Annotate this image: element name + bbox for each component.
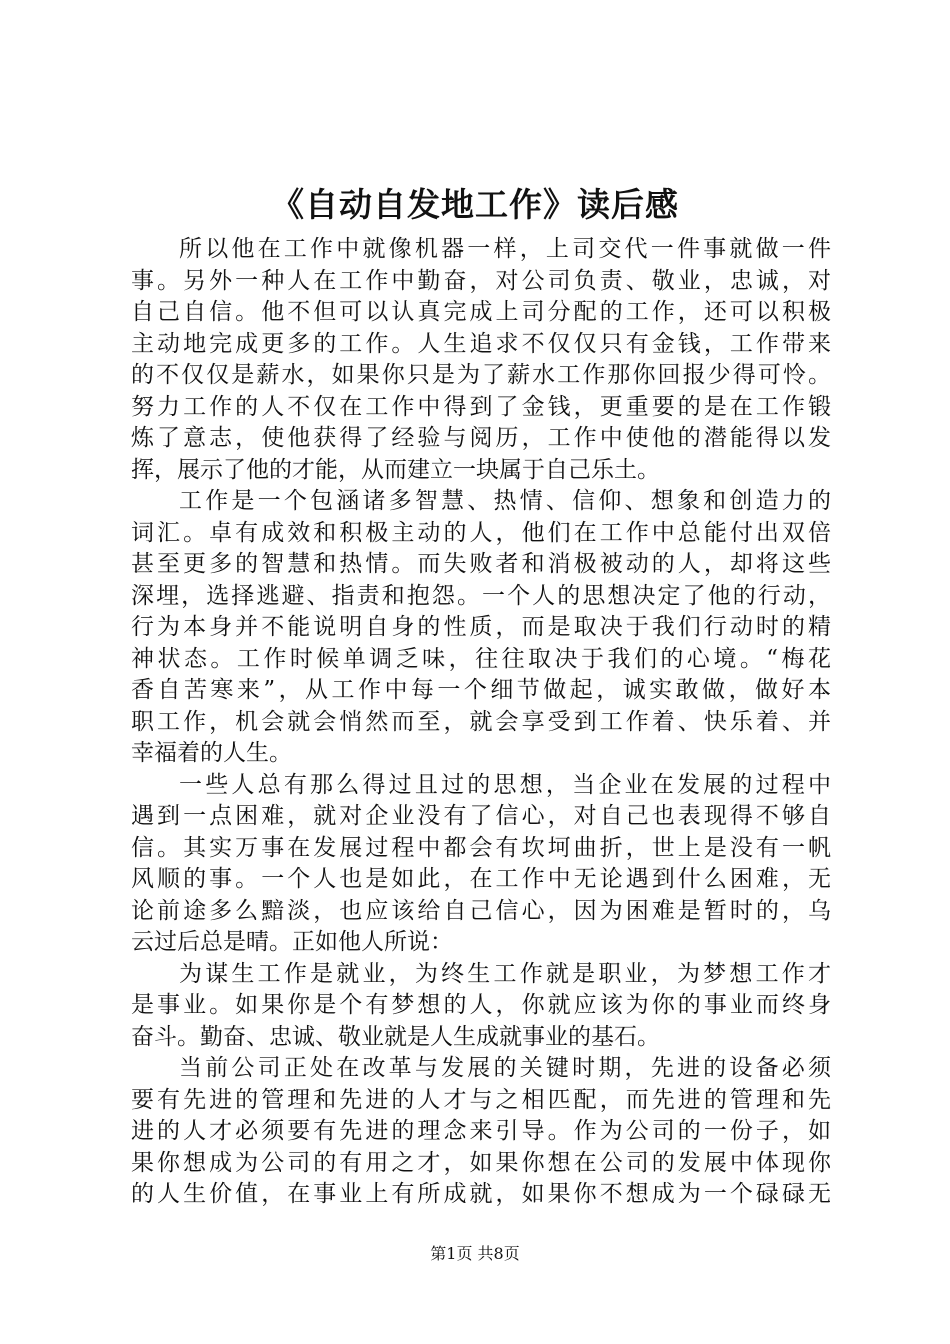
paragraph-line: 神状态。工作时候单调乏味，往往取决于我们的心境。“梅花 xyxy=(131,645,831,672)
paragraph-line: 要有先进的管理和先进的人才与之相匹配，而先进的管理和先 xyxy=(131,1086,831,1113)
paragraph xyxy=(131,234,831,486)
paragraph-line: 为谋生工作是就业，为终生工作就是职业，为梦想工作才 xyxy=(179,960,831,987)
paragraph-line: 职工作，机会就会悄然而至，就会享受到工作着、快乐着、并 xyxy=(131,708,831,735)
paragraph-line: 的不仅仅是薪水，如果你只是为了薪水工作那你回报少得可怜。 xyxy=(131,362,831,388)
paragraph-line: 香自苦寒来”，从工作中每一个细节做起，诚实敢做，做好本 xyxy=(131,677,831,703)
paragraph-line: 炼了意志，使他获得了经验与阅历，工作中使他的潜能得以发 xyxy=(131,425,831,451)
paragraph-line: 奋斗。勤奋、忠诚、敬业就是人生成就事业的基石。 xyxy=(131,1023,660,1050)
paragraph xyxy=(131,1053,831,1211)
paragraph-line: 信。其实万事在发展过程中都会有坎坷曲折，世上是没有一帆 xyxy=(131,834,831,861)
paragraph-line: 云过后总是晴。正如他人所说： xyxy=(131,929,453,955)
paragraph-line: 事。另外一种人在工作中勤奋，对公司负责、敬业，忠诚，对 xyxy=(131,267,831,294)
paragraph-line: 努力工作的人不仅在工作中得到了金钱，更重要的是在工作锻 xyxy=(131,393,831,420)
paragraph-line: 深埋，选择逃避、指责和抱怨。一个人的思想决定了他的行动， xyxy=(131,582,831,609)
paragraph-line: 进的人才必须要有先进的理念来引导。作为公司的一份子，如 xyxy=(131,1118,831,1144)
paragraph-line: 甚至更多的智慧和热情。而失败者和消极被动的人，却将这些 xyxy=(131,551,831,577)
paragraph-line: 幸福着的人生。 xyxy=(131,740,292,766)
document-title: 《自动自发地工作》读后感 xyxy=(271,185,679,224)
paragraph xyxy=(131,486,831,770)
paragraph-line: 果你想成为公司的有用之才，如果你想在公司的发展中体现你 xyxy=(131,1149,831,1176)
page-footer: 第1页 共8页 xyxy=(430,1244,520,1263)
paragraph-line: 当前公司正处在改革与发展的关键时期，先进的设备必须 xyxy=(179,1055,831,1081)
paragraph-line: 遇到一点困难，就对企业没有了信心，对自己也表现得不够自 xyxy=(131,803,831,829)
paragraph xyxy=(131,770,831,959)
paragraph-line: 风顺的事。一个人也是如此，在工作中无论遇到什么困难，无 xyxy=(131,866,831,892)
paragraph xyxy=(131,959,831,1054)
paragraph-line: 的人生价值，在事业上有所成就，如果你不想成为一个碌碌无 xyxy=(131,1181,831,1207)
paragraph-line: 主动地完成更多的工作。人生追求不仅仅只有金钱，工作带来 xyxy=(131,330,831,357)
paragraph-line: 论前途多么黯淡，也应该给自己信心，因为困难是暂时的，乌 xyxy=(131,897,831,924)
paragraph-line: 词汇。卓有成效和积极主动的人，他们在工作中总能付出双倍 xyxy=(131,519,831,546)
paragraph-line: 是事业。如果你是个有梦想的人，你就应该为你的事业而终身 xyxy=(131,992,831,1018)
paragraph-line: 挥，展示了他的才能，从而建立一块属于自己乐土。 xyxy=(131,456,660,483)
paragraph-line: 工作是一个包涵诸多智慧、热情、信仰、想象和创造力的 xyxy=(179,488,831,514)
paragraph-line: 自己自信。他不但可以认真完成上司分配的工作，还可以积极 xyxy=(131,299,831,325)
document-body xyxy=(131,234,831,1211)
paragraph-line: 所以他在工作中就像机器一样，上司交代一件事就做一件 xyxy=(179,236,831,262)
paragraph-line: 一些人总有那么得过且过的思想，当企业在发展的过程中 xyxy=(179,771,831,798)
paragraph-line: 行为本身并不能说明自身的性质，而是取决于我们行动时的精 xyxy=(131,614,831,640)
